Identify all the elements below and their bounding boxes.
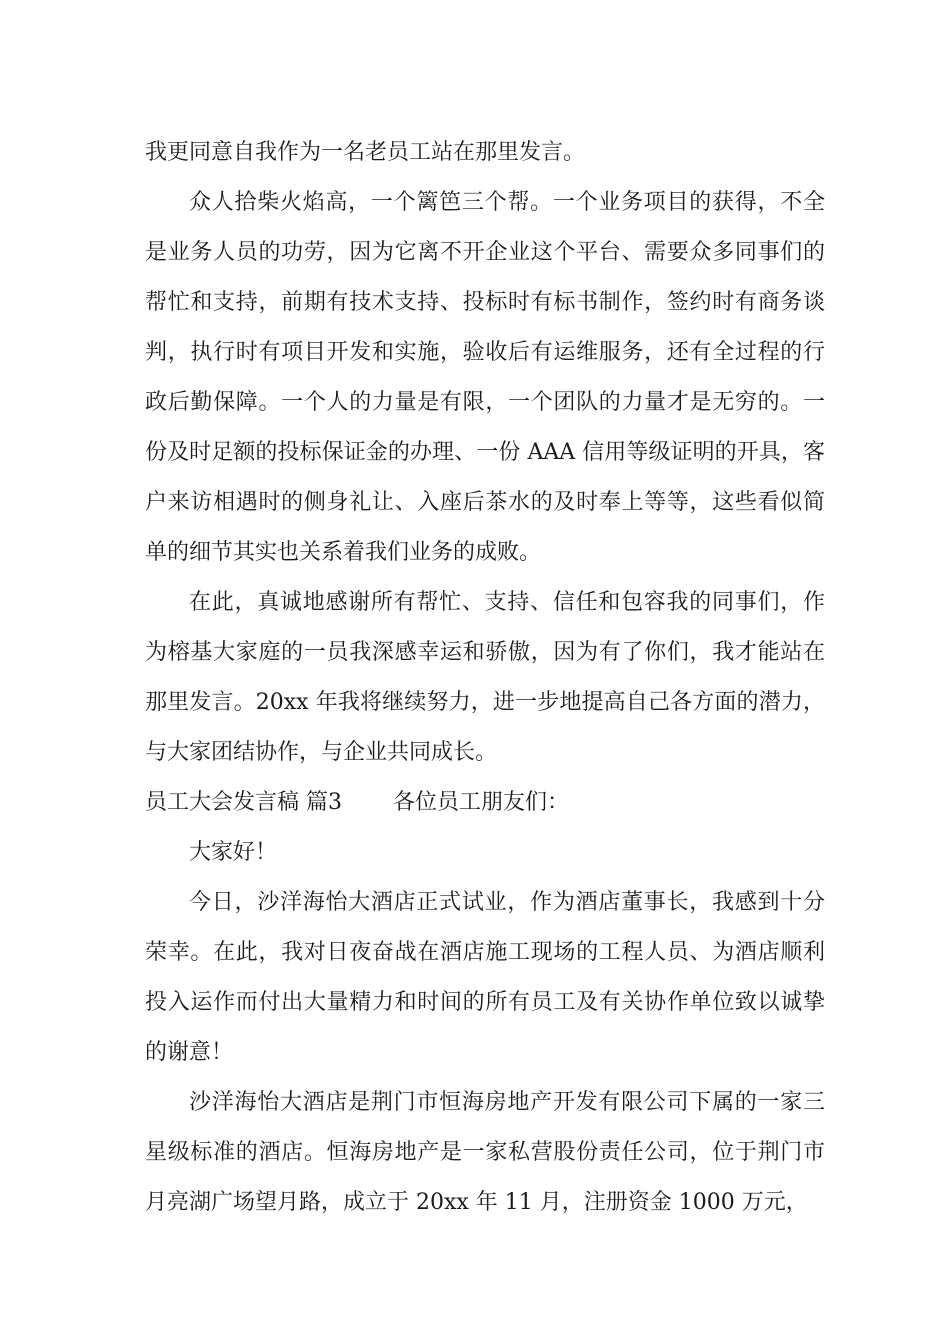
section-heading: 员工大会发言稿 篇3 各位员工朋友们： — [145, 790, 569, 815]
paragraph-6: 今日，沙洋海怡大酒店正式试业，作为酒店董事长，我感到十分荣幸。在此，我对日夜奋战在酒店施工现场的工程人员、为酒店顺利投入运作而付出大量精力和时间的所有员工及有关协作单位致以诚挚的谢意！ — [145, 890, 825, 1065]
paragraph-2: 众人拾柴火焰高，一个篱笆三个帮。一个业务项目的获得，不全是业务人员的功劳，因为它离不开企业这个平台、需要众多同事们的帮忙和支持，前期有技术支持、投标时有标书制作，签约时有商务谈判，执行时有项目开发和实施，验收后有运维服务，还有全过程的行政后勤保障。一个人的力量是有限，一个团队的力量才是无穷的。一份及时足额的投标保证金的办理、一份 AAA 信用等级证明的开具，客户来访相遇时的侧身礼让、入座后茶水的及时奉上等等，这些看似简单的细节其实也关系着我们业务的成败。 — [145, 190, 825, 565]
paragraph-3: 在此，真诚地感谢所有帮忙、支持、信任和包容我的同事们，作为榕基大家庭的一员我深感幸运和骄傲，因为有了你们，我才能站在那里发言。20xx 年我将继续努力，进一步地提高自己各方面的潜力，与大家团结协作，与企业共同成长。 — [145, 590, 825, 765]
paragraph-greeting: 大家好！ — [189, 840, 278, 865]
document-body — [145, 128, 825, 1228]
paragraph-7: 沙洋海怡大酒店是荆门市恒海房地产开发有限公司下属的一家三星级标准的酒店。恒海房地产是一家私营股份责任公司，位于荆门市月亮湖广场望月路，成立于 20xx 年 11 月，注册资金 1000 万元， — [145, 1090, 825, 1215]
paragraph-1: 我更同意自我作为一名老员工站在那里发言。 — [145, 140, 586, 165]
